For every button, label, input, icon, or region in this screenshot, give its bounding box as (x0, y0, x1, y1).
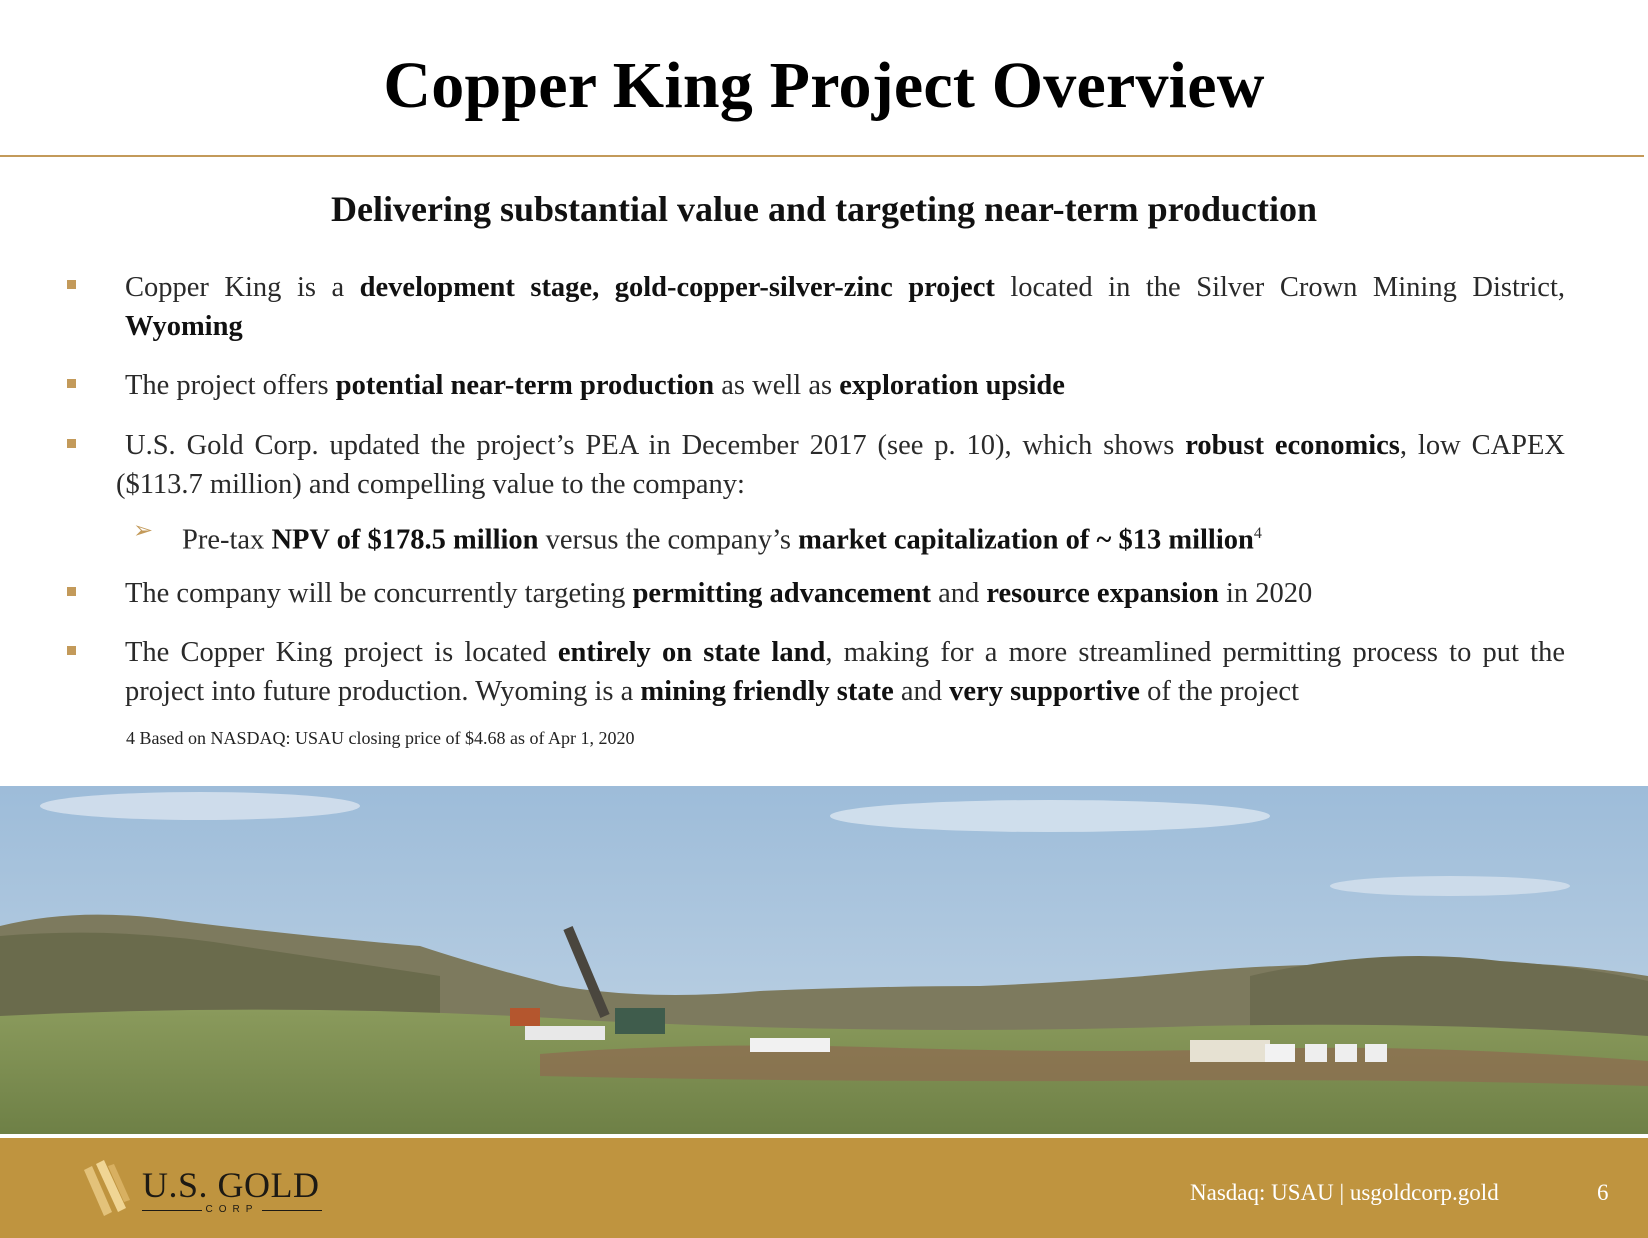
logo-subtext: CORP (205, 1204, 259, 1215)
bullet-pea: U.S. Gold Corp. updated the project’s PEA in December 2017 (see p. 10), which shows robust economics, low CAPEX ($113.7 million) and compelling value to the company: (116, 430, 1566, 500)
bullet-permitting: The company will be concurrently targeting permitting advancement and resource expansion in 2020 (125, 578, 1313, 609)
logo-wordmark: U.S. GOLD (142, 1165, 320, 1205)
bullet-marker (67, 280, 76, 289)
gold-bars-icon (82, 1160, 132, 1216)
slide-subtitle: Delivering substantial value and targeting near-term production (331, 189, 1317, 229)
bullet-state-land: The Copper King project is located entirely on state land, making for a more streamlined permitting process to put the project into future production. Wyoming is a mining friendly state and very supportive of the project (125, 637, 1565, 707)
slide-title: Copper King Project Overview (383, 49, 1265, 122)
footnote: 4 Based on NASDAQ: USAU closing price of $4.68 as of Apr 1, 2020 (126, 728, 635, 748)
bullet-marker (67, 587, 76, 596)
arrow-bullet-icon: ➢ (133, 518, 154, 544)
bullet-marker (67, 646, 76, 655)
us-gold-logo (82, 1160, 342, 1220)
bullet-near-term: The project offers potential near-term production as well as exploration upside (125, 370, 1065, 401)
footer-bar (0, 1136, 1648, 1238)
title-divider (0, 155, 1644, 157)
project-site-photo (0, 786, 1648, 1134)
logo-line (262, 1210, 322, 1211)
page-number: 6 (1597, 1180, 1609, 1205)
bullet-marker (67, 379, 76, 388)
sub-bullet-npv: Pre-tax NPV of $178.5 million versus the company’s market capitalization of ~ $13 million$^4$ (182, 524, 1262, 556)
bullet-copper-king: Copper King is a development stage, gold-copper-silver-zinc project located in the Silver Crown Mining District, Wyoming (125, 272, 1565, 342)
bullet-marker (67, 439, 76, 448)
footer-ticker-website: Nasdaq: USAU | usgoldcorp.gold (1190, 1180, 1499, 1205)
